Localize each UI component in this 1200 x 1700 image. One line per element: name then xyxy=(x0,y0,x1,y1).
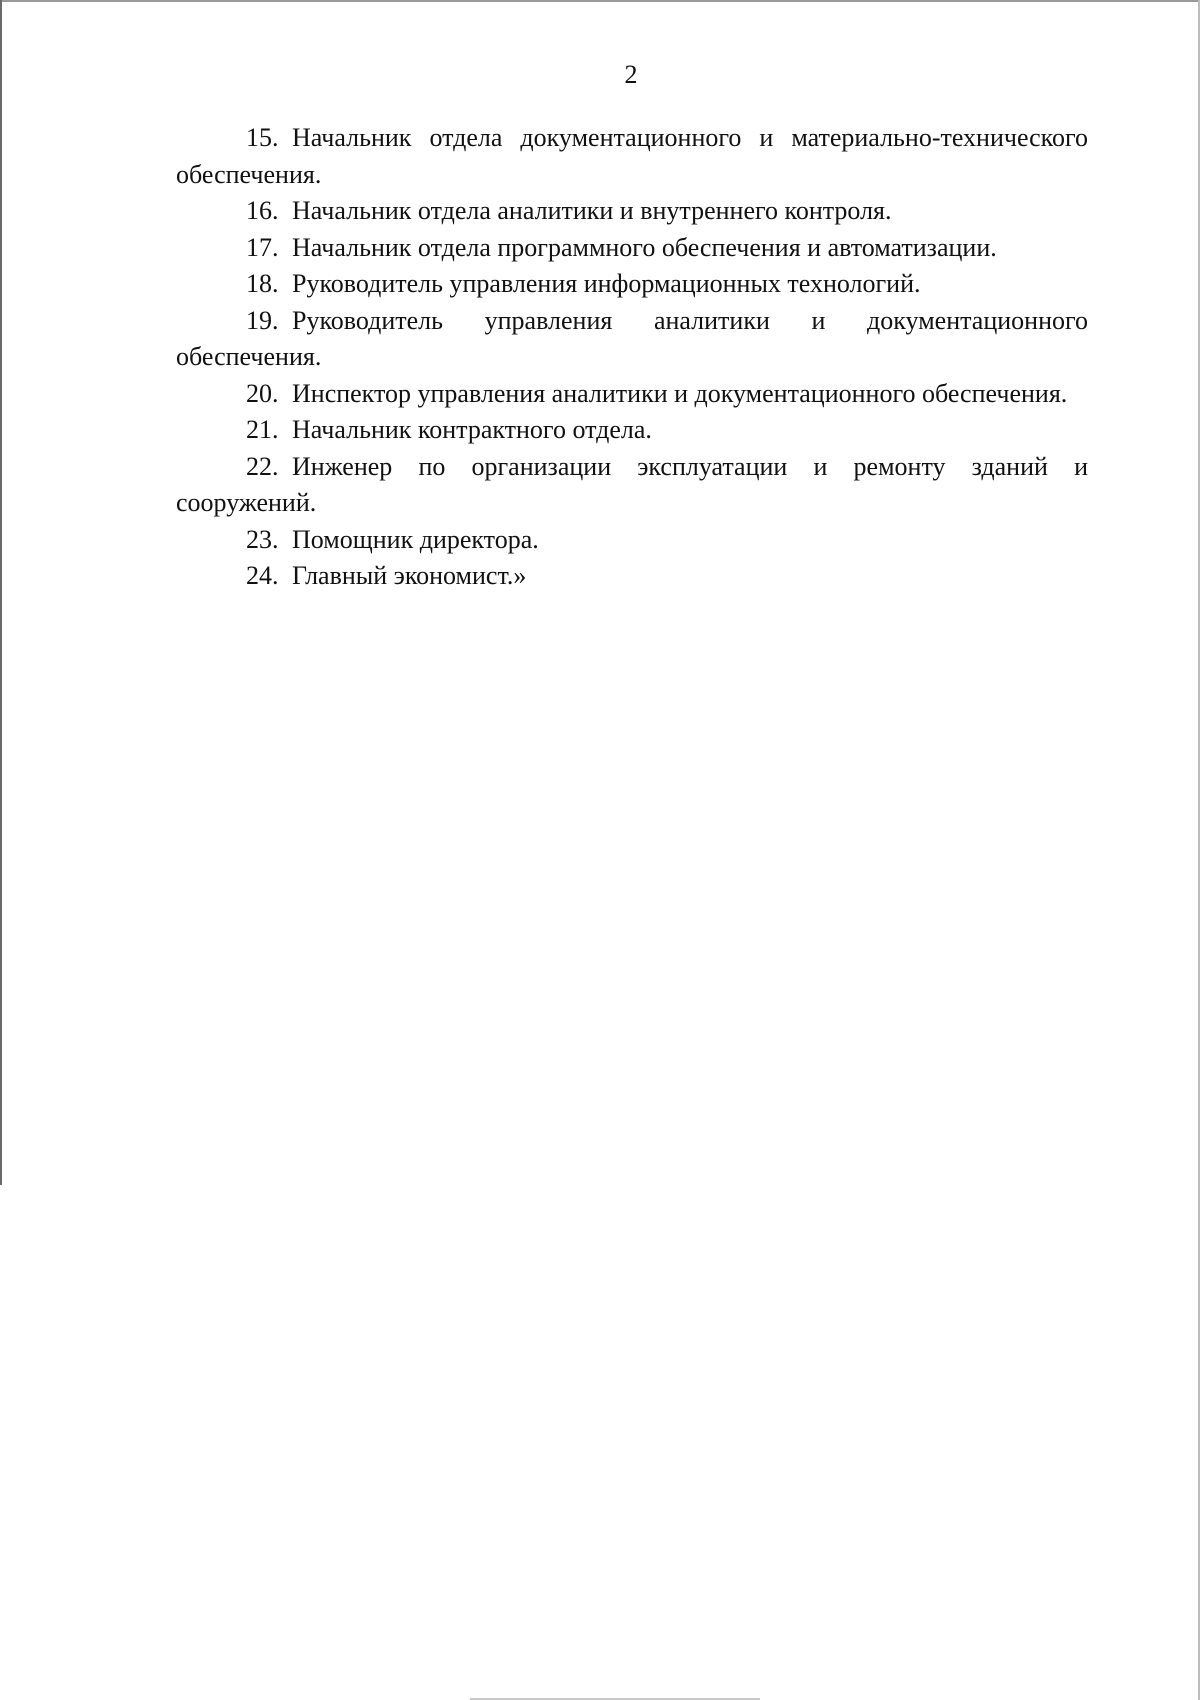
item-number: 18. xyxy=(246,269,279,298)
list-item xyxy=(176,558,1088,595)
item-text: Начальник контрактного отдела. xyxy=(292,415,652,444)
item-number: 23. xyxy=(246,524,279,554)
item-number: 17. xyxy=(246,232,279,262)
list-item xyxy=(176,303,1088,376)
item-number: 20. xyxy=(246,378,279,408)
list-item xyxy=(176,449,1088,522)
list-item xyxy=(176,193,1088,230)
item-number: 19. xyxy=(246,305,279,335)
page-number: 2 xyxy=(624,60,638,89)
item-text: Руководитель управления аналитики и документационного обеспечения. xyxy=(176,305,1088,371)
list-item xyxy=(176,412,1088,449)
item-text: Инженер по организации эксплуатации и ремонту зданий и сооружений. xyxy=(176,451,1088,517)
item-text: Инспектор управления аналитики и документационного обеспечения. xyxy=(292,378,1068,408)
list-item xyxy=(176,120,1088,193)
item-text: Начальник отдела документационного и материально-технического обеспечения. xyxy=(176,123,1088,189)
item-text: Начальник отдела аналитики и внутреннего контроля. xyxy=(292,196,892,225)
item-text: Начальник отдела программного обеспечения и автоматизации. xyxy=(292,232,997,262)
item-number: 24. xyxy=(246,561,279,590)
list-item xyxy=(176,266,1088,303)
list-item xyxy=(176,230,1088,267)
item-text: Главный экономист.» xyxy=(292,561,527,590)
list-item xyxy=(176,376,1088,413)
item-number: 21. xyxy=(246,415,279,444)
item-number: 16. xyxy=(246,196,279,225)
item-number: 22. xyxy=(246,451,279,481)
list-item xyxy=(176,522,1088,559)
scan-edge-top xyxy=(0,0,1200,2)
item-text: Руководитель управления информационных технологий. xyxy=(292,269,921,298)
item-number: 15. xyxy=(246,123,279,152)
item-text: Помощник директора. xyxy=(292,524,539,554)
position-list xyxy=(176,120,1088,595)
scan-edge-left xyxy=(0,0,2,1185)
